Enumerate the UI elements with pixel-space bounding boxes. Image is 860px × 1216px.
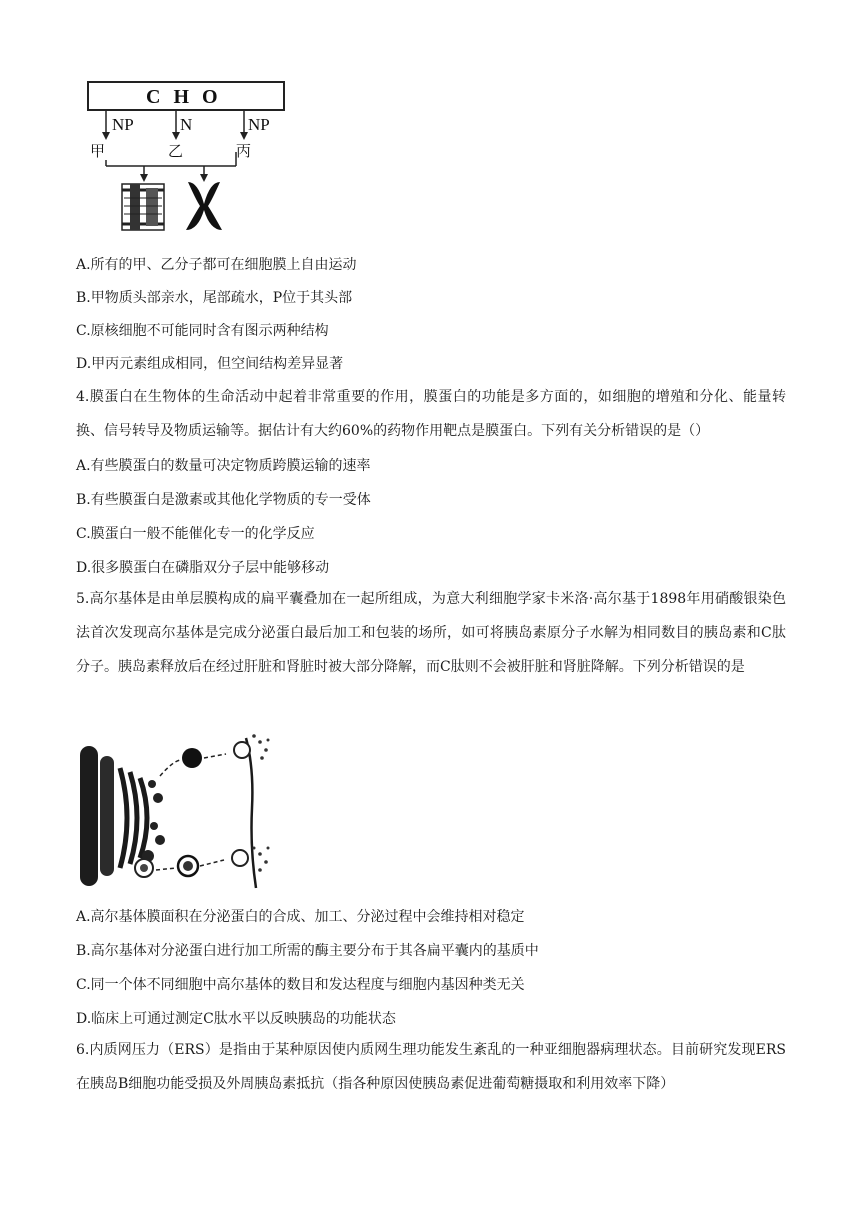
q5-option-d: D.临床上可通过测定C肽水平以反映胰岛的功能状态 — [76, 1011, 396, 1027]
elements-label: C H O — [146, 86, 222, 108]
endoplasmic-reticulum-icon — [80, 746, 114, 886]
q5-option-b: B.高尔基体对分泌蛋白进行加工所需的酶主要分布于其各扁平囊内的基质中 — [76, 943, 539, 959]
q4-option-a: A.有些膜蛋白的数量可决定物质跨膜运输的速率 — [76, 458, 371, 474]
q4-option-b: B.有些膜蛋白是激素或其他化学物质的专一受体 — [76, 492, 371, 508]
q4-stem: 4.膜蛋白在生物体的生命活动中起着非常重要的作用，膜蛋白的功能是多方面的，如细胞的增殖和分化、能量转换、信号转导及物质运输等。据估计有大约60%的药物作用靶点是膜蛋白。下列有关分析错误的是（） — [76, 389, 786, 439]
right-np-label: NP — [248, 115, 270, 134]
q3-option-b: B.甲物质头部亲水，尾部疏水，P位于其头部 — [76, 290, 353, 306]
membrane-structure-icon — [122, 184, 164, 230]
q5-option-a: A.高尔基体膜面积在分泌蛋白的合成、加工、分泌过程中会维持相对稳定 — [76, 909, 525, 925]
q3-option-c: C.原核细胞不可能同时含有图示两种结构 — [76, 323, 329, 339]
yi-label: 乙 — [168, 144, 184, 160]
q6-stem: 6.内质网压力（ERS）是指由于某种原因使内质网生理功能发生紊乱的一种亚细胞器病理状态。目前研究发现ERS在胰岛B细胞功能受损及外周胰岛素抵抗（指各种原因使胰岛素促进葡萄糖摄取和利用效率下降） — [76, 1042, 786, 1092]
transport-vesicle-top-icon — [182, 748, 202, 768]
golgi-secretion-diagram — [76, 728, 276, 893]
mid-n-label: N — [180, 115, 193, 134]
cell-membrane-icon — [246, 738, 256, 888]
bing-label: 丙 — [236, 144, 252, 160]
q4-option-c: C.膜蛋白一般不能催化专一的化学反应 — [76, 526, 315, 542]
left-np-label: NP — [112, 115, 134, 134]
q4-option-d: D.很多膜蛋白在磷脂双分子层中能够移动 — [76, 560, 330, 576]
chromosome-icon — [186, 182, 222, 230]
q5-stem: 5.高尔基体是由单层膜构成的扁平囊叠加在一起所组成，为意大利细胞学家卡米洛·高尔基于1898年用硝酸银染色法首次发现高尔基体是完成分泌蛋白最后加工和包装的场所，如可将胰岛素原分子水解为相同数目的胰岛素和C肽分子。胰岛素释放后在经过肝脏和肾脏时被大部分降解，而C肽则不会被肝脏和肾脏降解。下列分析错误的是 — [76, 591, 786, 675]
q3-option-d: D.甲丙元素组成相同，但空间结构差异显著 — [76, 356, 344, 372]
q5-option-c: C.同一个体不同细胞中高尔基体的数目和发达程度与细胞内基因种类无关 — [76, 977, 525, 993]
element-composition-diagram — [84, 78, 294, 238]
jia-label: 甲 — [90, 144, 106, 160]
q3-option-a: A.所有的甲、乙分子都可在细胞膜上自由运动 — [76, 257, 357, 273]
